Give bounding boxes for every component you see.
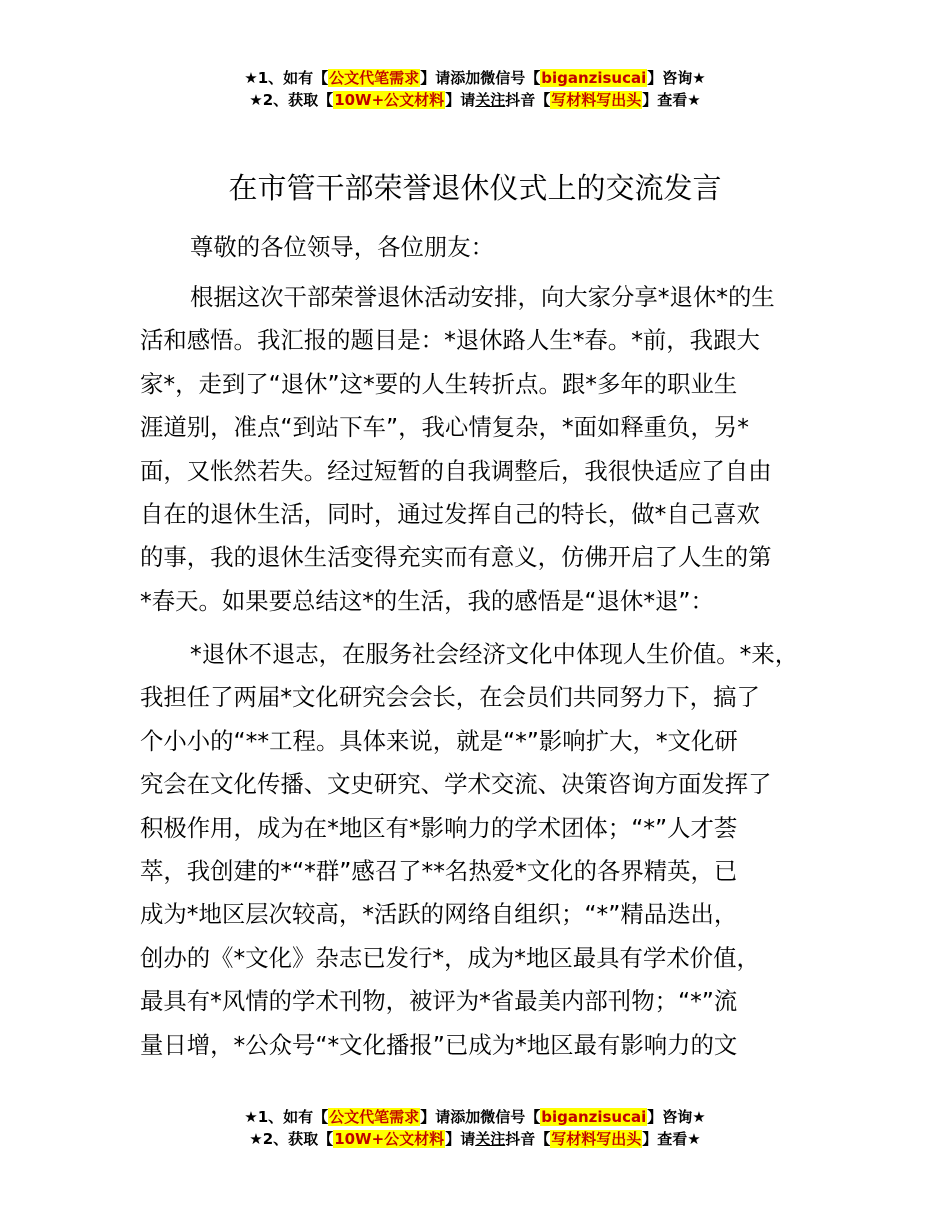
text-line: 创办的《*文化》杂志已发行*，成为*地区最具有学术价值， — [140, 943, 760, 972]
banner-text: 】请添加微信号【 — [420, 69, 541, 87]
banner-highlight: biganzisucai — [541, 1108, 647, 1126]
text-line: 面，又怅然若失。经过短暂的自我调整后，我很快适应了自由 — [140, 456, 772, 485]
paragraph-1 — [140, 276, 820, 623]
banner-text: 】查看★ — [642, 91, 701, 109]
banner-highlight: 公文代笔需求 — [329, 1108, 420, 1126]
banner-text: ★1、如有【 — [244, 1108, 329, 1126]
banner-text: 】请添加微信号【 — [420, 1108, 541, 1126]
text-line: *春天。如果要总结这*的生活，我的感悟是“退休*退”： — [140, 586, 714, 615]
banner-text: 】请 — [445, 91, 476, 109]
text-line: 最具有*风情的学术刊物，被评为*省最美内部刊物；“*”流 — [140, 987, 738, 1016]
text-line: 的事，我的退休生活变得充实而有意义，仿佛开启了人生的第 — [140, 543, 772, 572]
text-line: 究会在文化传播、文史研究、学术交流、决策咨询方面发挥了 — [140, 770, 772, 799]
banner-text: ★2、获取【 — [249, 91, 334, 109]
text-line: 活和感悟。我汇报的题目是：*退休路人生*春。*前，我跟大 — [140, 326, 760, 355]
banner-highlight: 10W+公文材料 — [334, 1130, 445, 1148]
banner-text: ★2、获取【 — [249, 1130, 334, 1148]
text-line: 积极作用，成为在*地区有*影响力的学术团体；“*”人才荟 — [140, 813, 738, 842]
text-line: 萃，我创建的*“*群”感召了**名热爱*文化的各界精英，已 — [140, 857, 738, 886]
header-banner — [0, 67, 950, 111]
text-line: *退休不退志，在服务社会经济文化中体现人生价值。*来， — [190, 640, 799, 668]
text-line: 根据这次干部荣誉退休活动安排，向大家分享*退休*的生 — [190, 283, 775, 311]
banner-text: ★1、如有【 — [244, 69, 329, 87]
text-line: 我担任了两届*文化研究会会长，在会员们共同努力下，搞了 — [140, 683, 760, 712]
footer-banner — [0, 1106, 950, 1150]
paragraph-2 — [140, 633, 820, 1067]
text-line: 个小小的“**工程。具体来说，就是“*”影响扩大，*文化研 — [140, 726, 738, 755]
banner-highlight: 公文代笔需求 — [329, 69, 420, 87]
banner-highlight: 写材料写出头 — [551, 91, 642, 109]
text-line: 量日增，*公众号“*文化播报”已成为*地区最有影响力的文 — [140, 1030, 738, 1059]
document-title: 在市管干部荣誉退休仪式上的交流发言 — [228, 171, 722, 205]
banner-underline: 关注 — [475, 1130, 506, 1148]
banner-underline: 关注 — [475, 91, 506, 109]
banner-highlight: biganzisucai — [541, 69, 647, 87]
banner-text: 】查看★ — [642, 1130, 701, 1148]
banner-line-1 — [0, 67, 950, 89]
banner-line-2 — [0, 1128, 950, 1150]
banner-text: 抖音【 — [505, 91, 551, 109]
banner-text: 】请 — [445, 1130, 476, 1148]
text-line: 自在的退休生活，同时，通过发挥自己的特长，做*自己喜欢 — [140, 500, 760, 529]
banner-text: 】咨询★ — [647, 69, 706, 87]
banner-highlight: 10W+公文材料 — [334, 91, 445, 109]
text-line: 家*，走到了“退休”这*要的人生转折点。跟*多年的职业生 — [140, 369, 738, 398]
banner-text: 抖音【 — [505, 1130, 551, 1148]
banner-line-1 — [0, 1106, 950, 1128]
text-line: 成为*地区层次较高，*活跃的网络自组织；“*”精品迭出， — [140, 900, 738, 929]
text-line: 涯道别，准点“到站下车”，我心情复杂，*面如释重负，另* — [140, 413, 749, 442]
banner-highlight: 写材料写出头 — [551, 1130, 642, 1148]
banner-line-2 — [0, 89, 950, 111]
salutation: 尊敬的各位领导，各位朋友： — [190, 233, 495, 261]
banner-text: 】咨询★ — [647, 1108, 706, 1126]
